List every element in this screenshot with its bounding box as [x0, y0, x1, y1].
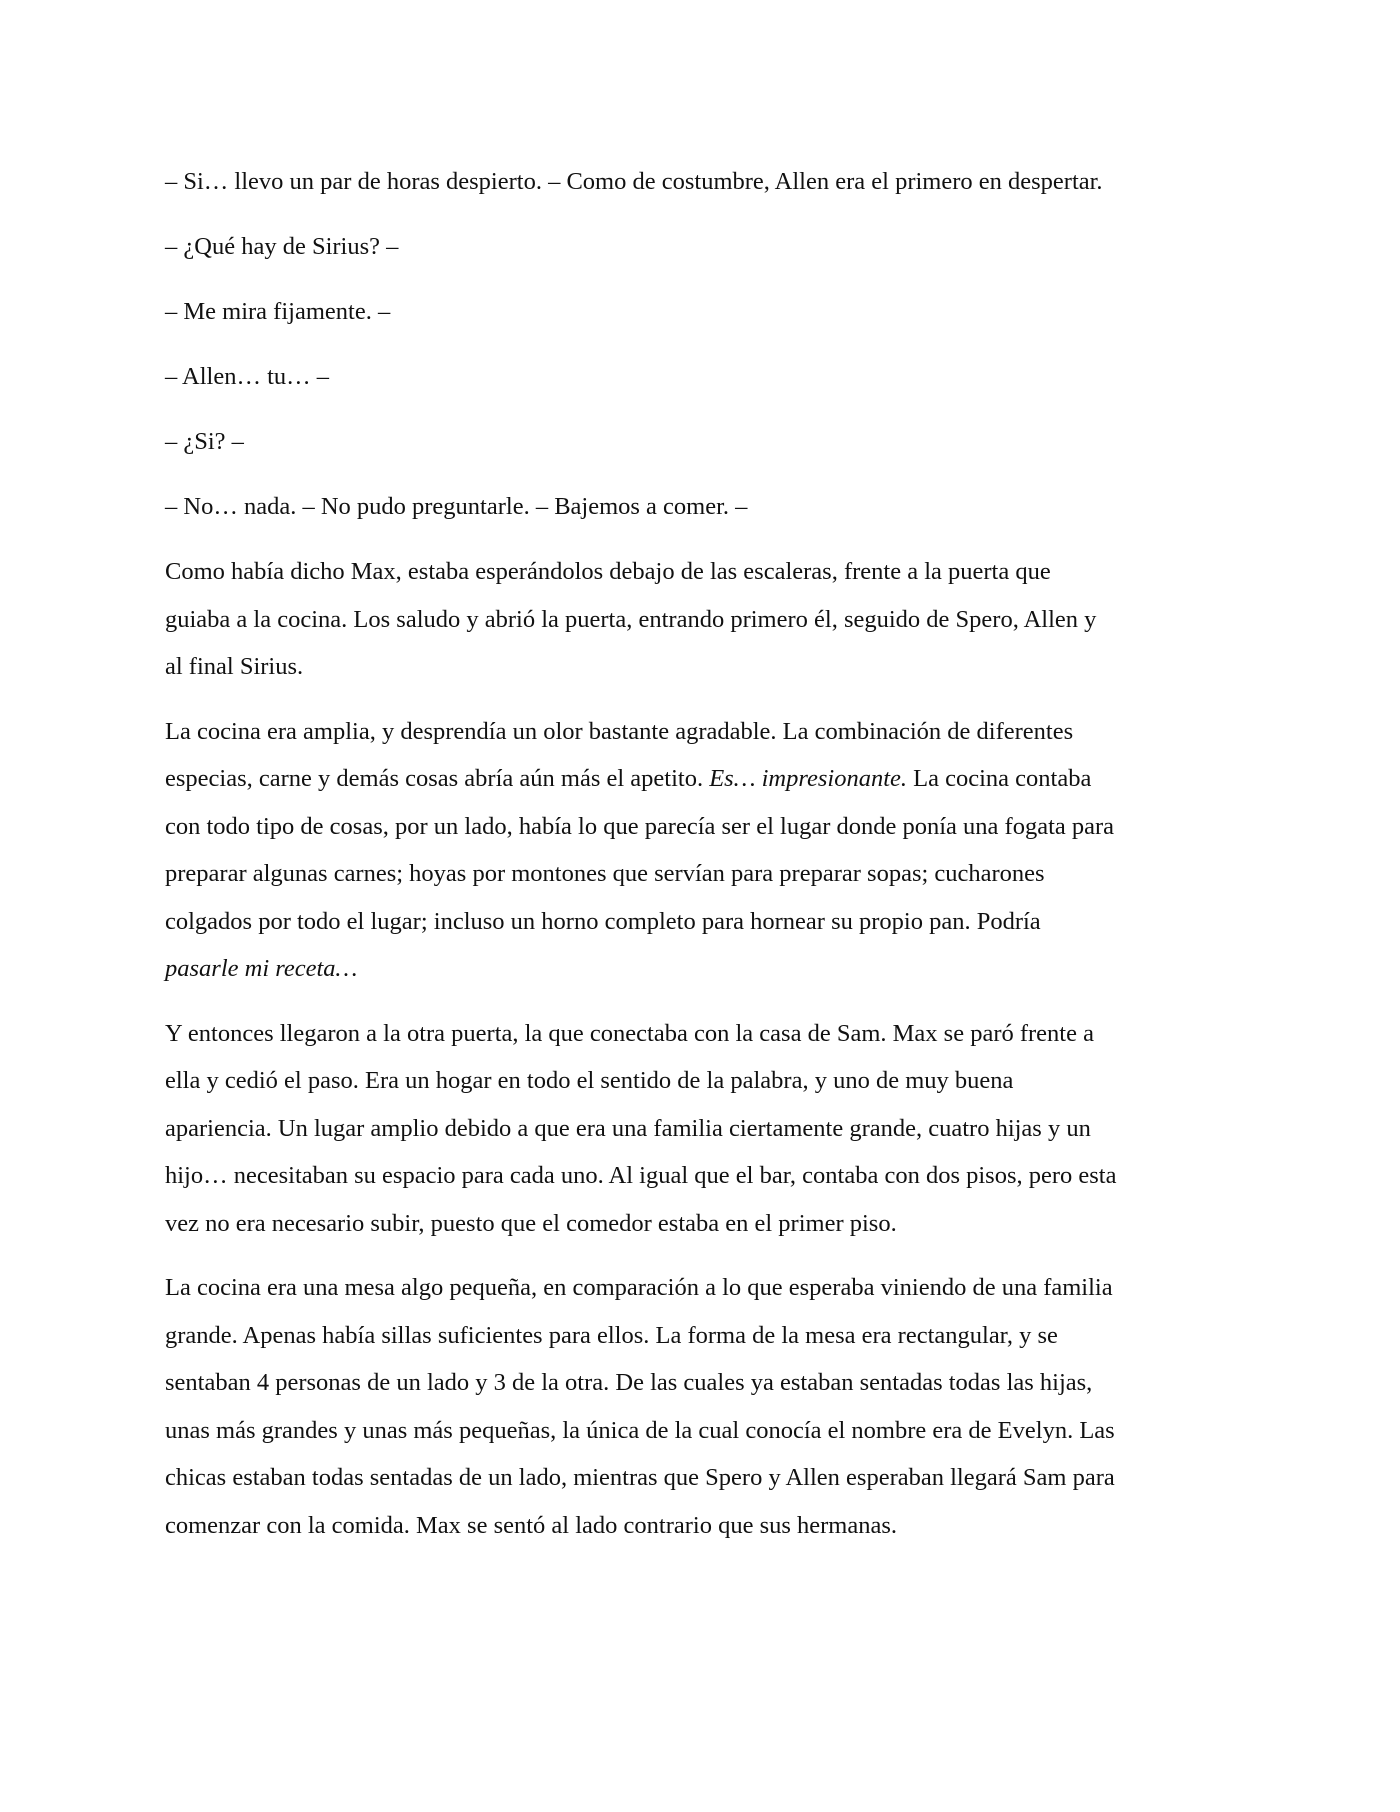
paragraph-line: al final Sirius. — [165, 653, 304, 680]
paragraph-line: hijo… necesitaban su espacio para cada uno. Al igual que el bar, contaba con dos pisos, pero esta — [165, 1162, 1117, 1189]
paragraph-table — [165, 1264, 1250, 1549]
dialogue-line — [165, 418, 1250, 466]
paragraph-text: La cocina contaba — [907, 765, 1092, 792]
paragraph-line: apariencia. Un lugar amplio debido a que era una familia ciertamente grande, cuatro hijas y un — [165, 1114, 1091, 1142]
dialogue-text: – ¿Si? – — [165, 428, 244, 455]
paragraph-line — [165, 898, 1250, 946]
dialogue-text: – Si… llevo un par de horas despierto. – Como de costumbre, Allen era el primero en despertar. — [165, 168, 1103, 195]
paragraph-line: chicas estaban todas sentadas de un lado, mientras que Spero y Allen esperaban llegará Sam para — [165, 1464, 1115, 1491]
dialogue-line — [165, 288, 1250, 336]
paragraph-line: guiaba a la cocina. Los saludo y abrió la puerta, entrando primero él, seguido de Spero, Allen y — [165, 605, 1097, 633]
paragraph-line: Como había dicho Max, estaba esperándolos debajo de las escaleras, frente a la puerta que — [165, 558, 1051, 585]
paragraph-text: Podría — [976, 907, 1041, 935]
paragraph-line — [165, 945, 1250, 993]
paragraph-text: especias, carne y demás cosas abría aún más el apetito. — [165, 765, 710, 792]
dialogue-line — [165, 483, 1250, 531]
paragraph-text: colgados por todo el lugar; incluso un horno completo para hornear su propio pan. — [165, 907, 977, 935]
paragraph-kitchen — [165, 708, 1250, 993]
dialogue-text: – ¿Qué hay de Sirius? – — [165, 233, 399, 260]
dialogue-text: – No… nada. – No pudo preguntarle. – Bajemos a comer. – — [165, 493, 748, 520]
paragraph-line: vez no era necesario subir, puesto que el comedor estaba en el primer piso. — [165, 1209, 897, 1237]
paragraph-line: ella y cedió el paso. Era un hogar en todo el sentido de la palabra, y uno de muy buena — [165, 1067, 1014, 1094]
paragraph-line: La cocina era amplia, y desprendía un olor bastante agradable. La combinación de diferentes — [165, 717, 1074, 745]
dialogue-text: – Allen… tu… – — [165, 363, 330, 390]
paragraph-line: Y entonces llegaron a la otra puerta, la que conectaba con la casa de Sam. Max se paró frente a — [165, 1019, 1094, 1047]
dialogue-line — [165, 353, 1250, 401]
paragraph-line: preparar algunas carnes; hoyas por montones que servían para preparar sopas; cucharones — [165, 860, 1045, 887]
paragraph-line: con todo tipo de cosas, por un lado, había lo que parecía ser el lugar donde ponía una fogata para — [165, 812, 1115, 840]
paragraph-line: comenzar con la comida. Max se sentó al lado contrario que sus hermanas. — [165, 1511, 898, 1539]
paragraph-line: La cocina era una mesa algo pequeña, en comparación a lo que esperaba viniendo de una familia — [165, 1274, 1113, 1301]
italic-thought: pasarle mi receta… — [165, 955, 358, 982]
paragraph-line — [165, 755, 1250, 803]
paragraph-stairs — [165, 548, 1250, 691]
dialogue-text: – Me mira fijamente. – — [165, 298, 391, 325]
paragraph-line: sentaban 4 personas de un lado y 3 de la otra. De las cuales ya estaban sentadas todas las hijas, — [165, 1369, 1093, 1396]
paragraph-line: grande. Apenas había sillas suficientes para ellos. La forma de la mesa era rectangular, y se — [165, 1321, 1058, 1349]
document-page — [165, 158, 1250, 1566]
italic-thought: Es… impresionante. — [709, 765, 908, 792]
dialogue-line — [165, 158, 1250, 206]
paragraph-sam-house — [165, 1010, 1250, 1248]
dialogue-line — [165, 223, 1250, 271]
paragraph-line: unas más grandes y unas más pequeñas, la única de la cual conocía el nombre era de Evelyn. Las — [165, 1416, 1115, 1444]
